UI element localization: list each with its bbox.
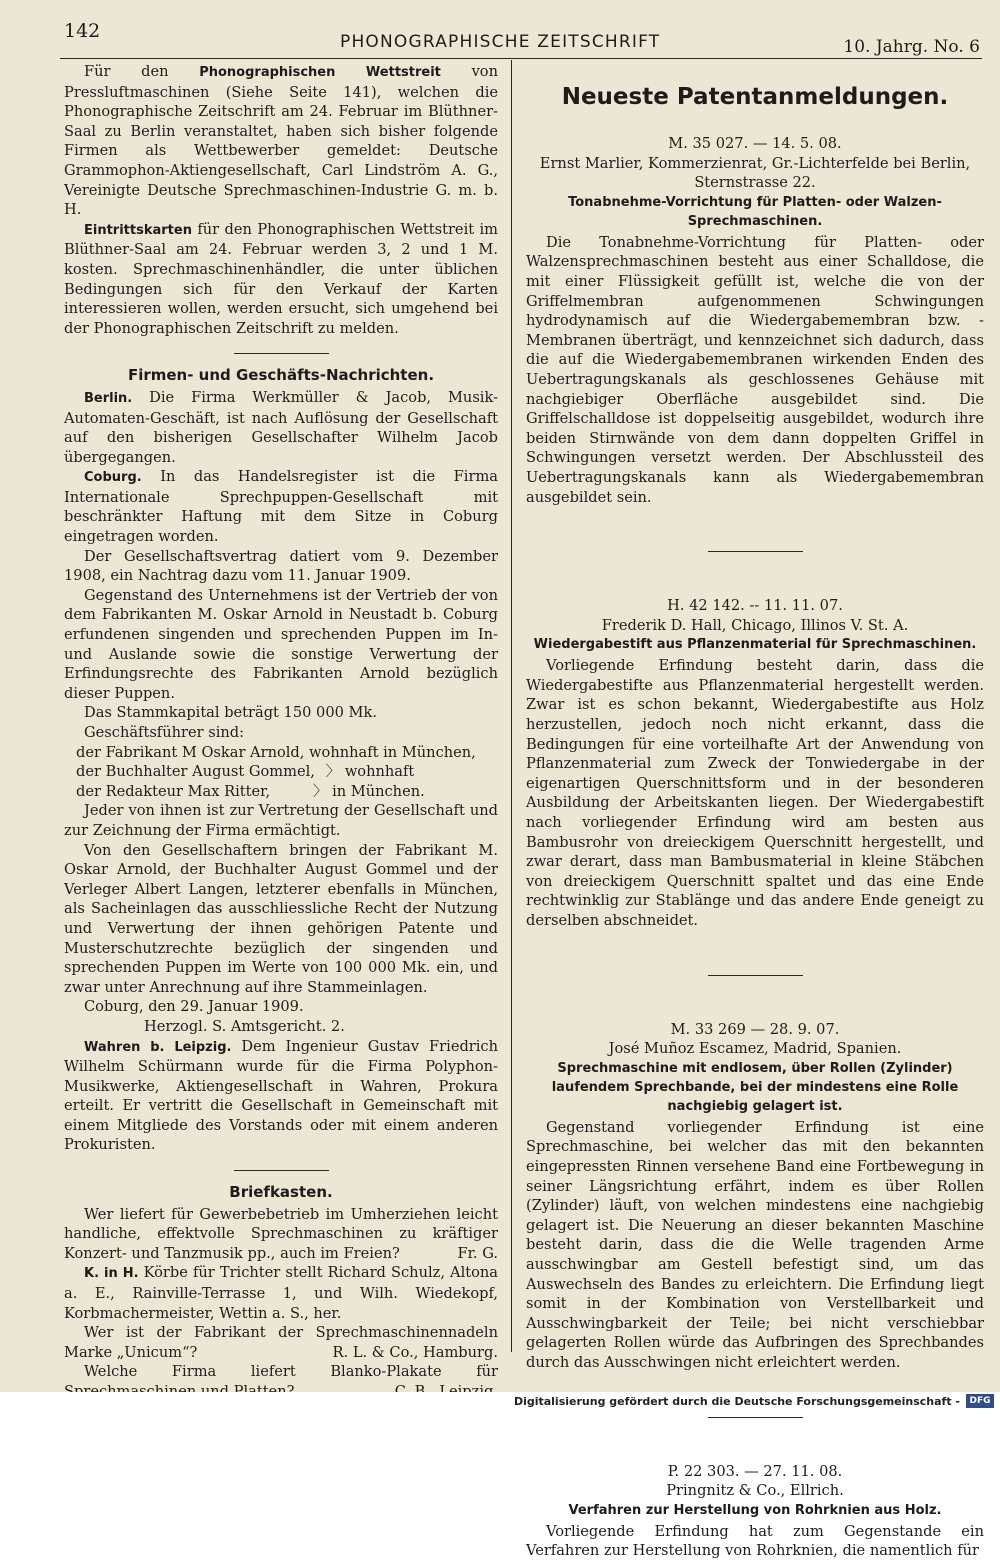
berlin-paragraph: Berlin. Die Firma Werkmüller & Jacob, Musik-Automaten-Geschäft, ist nach Auflösung der Gesellschaft auf den bisherigen Gesellschafter Wilhelm Jacob übergegangen. bbox=[64, 388, 498, 466]
patent-number: M. 33 269 — 28. 9. 07. bbox=[670, 1020, 840, 1038]
left-column bbox=[64, 62, 498, 1402]
coburg-court: Herzogl. S. Amtsgericht. 2. bbox=[144, 1017, 345, 1035]
briefkasten-question-1: Wer liefert für Gewerbebetrieb im Umherziehen leicht handliche, effektvolle Sprechmaschinen zu kräftiger Konzert- und Tanzmusik pp., auch im Freien? Fr. G. bbox=[64, 1205, 498, 1262]
patent-text: Vorliegende Erfindung besteht darin, dass die Wiedergabestifte aus Pflanzenmaterial hergestellt werden. Zwar ist es schon bekannt, Wiedergabestifte aus Holz herzustellen, jedoch noch nicht erkannt, dass die Bedingungen für eine vorteilhafte Art der Anwendung von Pflanzenmaterial zum Zweck der Tonwiedergabe in der eigenartigen Querschnittsform und in der besonderen Ausbildung der Arbeitskanten liegen. Der Wiedergabestift nach vorliegender Erfindung wird am besten aus Bambusrohr von dreieckigem Querschnitt hergestellt, und zwar derart, dass man Bambusmaterial in kleine Stäbchen von dreieckigem Querschnitt spaltet und das eine Ende rechtwinklig zur Stablänge und das andere Ende geneigt zu derselben abschneidet. bbox=[526, 657, 984, 929]
patent-number: M. 35 027. — 14. 5. 08. bbox=[668, 135, 842, 152]
patent-separator bbox=[708, 975, 803, 976]
section-separator bbox=[234, 353, 329, 354]
patent-number: H. 42 142. -- 11. 11. 07. bbox=[667, 597, 843, 615]
issue-label: 10. Jahrg. No. 6 bbox=[843, 37, 980, 57]
footer-credit: Digitalisierung gefördert durch die Deutsche Forschungsgemeinschaft - bbox=[513, 1395, 960, 1408]
briefkasten-answer-2: K. in H. Körbe für Trichter stellt Richard Schulz, Altona a. E., Rainville-Terrasse 1, und Wilh. Wiedekopf, Korbmachermeister, Wettin a. S., her. bbox=[64, 1264, 499, 1322]
patent-applicant: Pringnitz & Co., Ellrich. bbox=[666, 1482, 844, 1500]
section-separator bbox=[234, 1170, 329, 1171]
patent-text: Vorliegende Erfindung hat zum Gegenstande ein Verfahren zur Herstellung von Rohrknien, die namentlich für bbox=[526, 1522, 984, 1560]
dfg-logo: DFG bbox=[966, 1394, 994, 1408]
journal-title: PHONOGRAPHISCHE ZEITSCHRIFT bbox=[340, 32, 661, 52]
patent-number: P. 22 303. — 27. 11. 08. bbox=[667, 1462, 843, 1480]
right-column bbox=[526, 62, 984, 1561]
patent-title: Verfahren zur Herstellung von Rohrknien aus Holz. bbox=[568, 1502, 942, 1518]
header-rule bbox=[60, 58, 982, 59]
coburg-vertretung: Jeder von ihnen ist zur Vertretung der Gesellschaft und zur Zeichnung der Firma ermächtigt. bbox=[64, 802, 498, 839]
patent-title: Tonabnehme-Vorrichtung für Platten- oder Walzen-Sprechmaschinen. bbox=[568, 194, 942, 229]
coburg-geschaeftsfuehrer: Geschäftsführer sind: bbox=[84, 724, 245, 741]
footer-bar bbox=[0, 1392, 1000, 1411]
section-title-firmen: Firmen- und Geschäfts-Nachrichten. bbox=[127, 366, 435, 385]
coburg-gegenstand: Gegenstand des Unternehmens ist der Vertrieb der von dem Fabrikanten M. Oskar Arnold in Neustadt b. Coburg erfundenen singenden und sprechenden Puppen im In- und Auslande sowie die sonstige Verwertung der Erfindungsrechte des Fabrikanten Arnold bezüglich dieser Puppen. bbox=[64, 586, 498, 702]
coburg-sacheinlagen: Von den Gesellschaftern bringen der Fabrikant M. Oskar Arnold, der Buchhalter August Gommel und der Verleger Albert Langen, letzterer ebenfalls in München, als Sacheinlagen das ausschliessliche Recht der Nutzung und Verwertung der ihnen gehörigen Patente und Musterschutzrechte bezüglich der singenden und sprechenden Puppen im Werte von 100 000 Mk. ein, und zwar unter Anrechnung auf ihre Stammeinlagen. bbox=[64, 841, 498, 996]
geschaeftsfuehrer-list bbox=[64, 743, 498, 802]
patent-applicant: Ernst Marlier, Kommerzienrat, Gr.-Lichterfelde bei Berlin, Sternstrasse 22. bbox=[539, 154, 971, 192]
coburg-date: Coburg, den 29. Januar 1909. bbox=[84, 998, 304, 1016]
patent-title: Wiedergabestift aus Pflanzenmaterial für Sprechmaschinen. bbox=[533, 637, 977, 653]
coburg-vertrag: Der Gesellschaftsvertrag datiert vom 9. Dezember 1908, ein Nachtrag dazu vom 11. Januar 1909. bbox=[64, 547, 498, 585]
patent-separator bbox=[708, 551, 803, 552]
patents-title: Neueste Patentanmeldungen. bbox=[561, 84, 949, 110]
list-item: der Fabrikant M Oskar Arnold, wohnhaft in München, bbox=[76, 743, 476, 761]
list-item: der Redakteur Max Ritter, 〉 in München. bbox=[76, 782, 425, 800]
patent-applicant: Frederik D. Hall, Chicago, Illinos V. St. A. bbox=[601, 616, 909, 634]
coburg-stammkapital: Das Stammkapital beträgt 150 000 Mk. bbox=[84, 704, 377, 722]
section-title-briefkasten: Briefkasten. bbox=[229, 1183, 333, 1202]
list-item: der Buchhalter August Gommel, 〉 wohnhaft bbox=[76, 763, 415, 781]
wahren-paragraph: Wahren b. Leipzig. Dem Ingenieur Gustav Friedrich Wilhelm Schürmann wurde für die Firma Polyphon-Musikwerke, Aktiengesellschaft in Wahren, Prokura erteilt. Er vertritt die Gesellschaft in Gemeinschaft mit einem Mitgliede des Vorstands oder mit einem anderen Prokuristen. bbox=[64, 1037, 499, 1154]
patent-title: Sprechmaschine mit endlosem, über Rollen (Zylinder) laufendem Sprechbande, bei der mindestens eine Rolle nachgiebig gelagert ist. bbox=[551, 1060, 959, 1114]
page-number: 142 bbox=[64, 20, 101, 42]
eintrittskarten-paragraph: Eintrittskarten für den Phonographischen Wettstreit im Blüthner-Saal am 24. Februar werden 3, 2 und 1 M. kosten. Sprechmaschinenhändler, die unter üblichen Bedingungen sich für den Verkauf der Karten interessieren wollen, werden ersucht, sich umgehend bei der Phonographischen Zeitschrift zu melden. bbox=[64, 220, 499, 337]
patent-text: Gegenstand vorliegender Erfindung ist eine Sprechmaschine, bei welcher das mit den bekannten eingepressten Rinnen versehene Band eine Fortbewegung in seiner Längsrichtung erfährt, indem es über Rollen (Zylinder) läuft, von welchen mindestens eine nachgiebig gelagert ist. Die Neuerung an dieser bekannten Maschine besteht darin, dass die die Welle tragenden Arme ausschwingbar am Gestell befestigt sind, um das Auswechseln des Bandes zu erleichtern. Die Erfindung liegt somit in der Kombination von Verstellbarkeit und Ausschwingbarkeit der Teile; bei nicht verschiebbar gelagerten Rollen würde das Aufbringen des Sprechbandes durch das Ausschwingen nicht erleichtert werden. bbox=[526, 1118, 984, 1371]
briefkasten-question-3: Wer ist der Fabrikant der Sprechmaschinennadeln Marke „Unicum“? R. L. & Co., Hamburg. bbox=[64, 1324, 498, 1361]
patent-applicant: José Muñoz Escamez, Madrid, Spanien. bbox=[608, 1040, 902, 1058]
wettstreit-paragraph: Für den Phonographischen Wettstreit von Pressluftmaschinen (Siehe Seite 141), welchen die Phonographische Zeitschrift am 24. Februar im Blüthner-Saal zu Berlin veranstaltet, haben sich bisher folgende Firmen als Wettbewerber gemeldet: Deutsche Grammophon-Aktiengesellschaft, Carl Lindström A. G., Vereinigte Deutsche Sprechmaschinen-Industrie G. m. b. H. bbox=[64, 63, 498, 219]
patent-separator bbox=[708, 1417, 803, 1418]
column-rule bbox=[511, 60, 512, 1352]
patent-text: Die Tonabnehme-Vorrichtung für Platten- oder Walzensprechmaschinen besteht aus einer Schalldose, die mit einer Flüssigkeit gefüllt ist, welche die von der Griffelmembran aufgenommenen Schwingungen hydrodynamisch auf die Wiedergabemembran bzw. -Membranen überträgt, und kennzeichnet sich dadurch, dass die auf die Wiedergabemembranen wirkenden Enden des Uebertragungskanals als geschlossenes Gehäuse mit nachgiebiger Oberfläche ausgebildet sind. Die Griffelschalldose ist doppelseitig ausgebildet, wodurch ihre beiden Stirnwände von dem dann doppelten Griffel in Schwingungen versetzt werden. Der Abschlussteil des Uebertragungskanals kann als Wiedergabemembran ausgebildet sein. bbox=[526, 233, 984, 506]
briefkasten-question-4: Welche Firma liefert Blanko-Plakate für bbox=[84, 1363, 498, 1381]
coburg-paragraph: Coburg. In das Handelsregister ist die Firma Internationale Sprechpuppen-Gesellschaft mit beschränkter Haftung mit dem Sitze in Coburg eingetragen worden. bbox=[64, 468, 498, 546]
